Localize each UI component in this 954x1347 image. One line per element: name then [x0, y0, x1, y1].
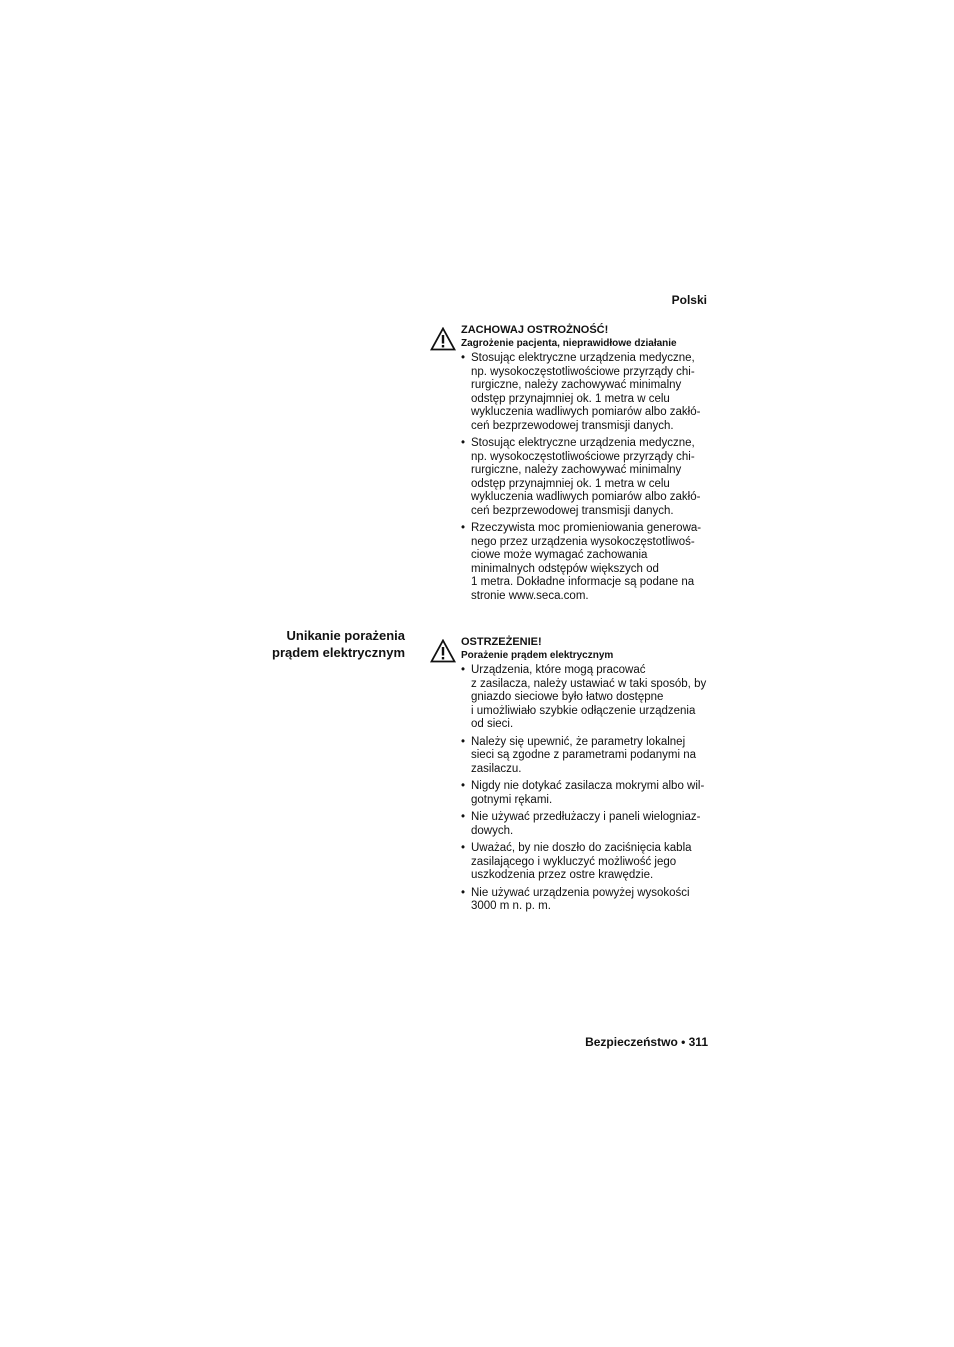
list-item: • Rzeczywista moc promieniowania generowa- nego przez urządzenia wysokoczęstotliwoś- ciowe może wymagać zachowania minimalnych odstępów większych od 1 metra. Dokładne informacje są podane na stronie www.seca.com.: [461, 522, 713, 603]
warning-triangle-icon: [430, 639, 456, 663]
list-item: • Uważać, by nie doszło do zaciśnięcia kabla zasilającego i wykluczyć możliwość jego uszkodzenia przez ostre krawędzie.: [461, 842, 713, 883]
language-label: Polski: [671, 293, 707, 307]
list-item: • Należy się upewnić, że parametry lokalnej sieci są zgodne z parametrami podanymi na zasilaczu.: [461, 736, 713, 777]
caution-subtitle: Zagrożenie pacjenta, nieprawidłowe działanie: [461, 338, 677, 349]
list-item: • Nie używać przedłużaczy i paneli wielogniaz- dowych.: [461, 811, 713, 838]
page-footer: Bezpieczeństwo • 311: [585, 1035, 708, 1049]
caution-block: [430, 323, 730, 607]
caution-title: ZACHOWAJ OSTROŻNOŚĆ!: [461, 324, 609, 336]
section-heading-text: Unikanie porażenia prądem elektrycznym: [272, 628, 405, 660]
list-item: • Nie używać urządzenia powyżej wysokości 3000 m n. p. m.: [461, 887, 713, 914]
list-item: • Nigdy nie dotykać zasilacza mokrymi albo wil- gotnymi rękami.: [461, 780, 713, 807]
warning-title: OSTRZEŻENIE!: [461, 636, 542, 648]
section-heading: [240, 627, 405, 661]
warning-block: [430, 635, 730, 918]
list-item: • Urządzenia, które mogą pracować z zasilacza, należy ustawiać w taki sposób, by gniazdo sieciowe było łatwo dostępne i umożliwiało szybkie odłączenie urządzenia od sieci.: [461, 664, 713, 732]
list-item: • Stosując elektryczne urządzenia medyczne, np. wysokoczęstotliwościowe przyrządy chi- rurgiczne, należy zachowywać minimalny odstęp przynajmniej ok. 1 metra w celu wykluczenia wadliwych pomiarów albo zakłó- ceń bezprzewodowej transmisji danych.: [461, 437, 713, 518]
caution-list: [461, 352, 713, 603]
list-item: • Stosując elektryczne urządzenia medyczne, np. wysokoczęstotliwościowe przyrządy chi- rurgiczne, należy zachowywać minimalny odstęp przynajmniej ok. 1 metra w celu wykluczenia wadliwych pomiarów albo zakłó- ceń bezprzewodowej transmisji danych.: [461, 352, 713, 433]
warning-triangle-icon: [430, 327, 456, 351]
warning-subtitle: Porażenie prądem elektrycznym: [461, 650, 614, 661]
warning-list: [461, 664, 713, 914]
